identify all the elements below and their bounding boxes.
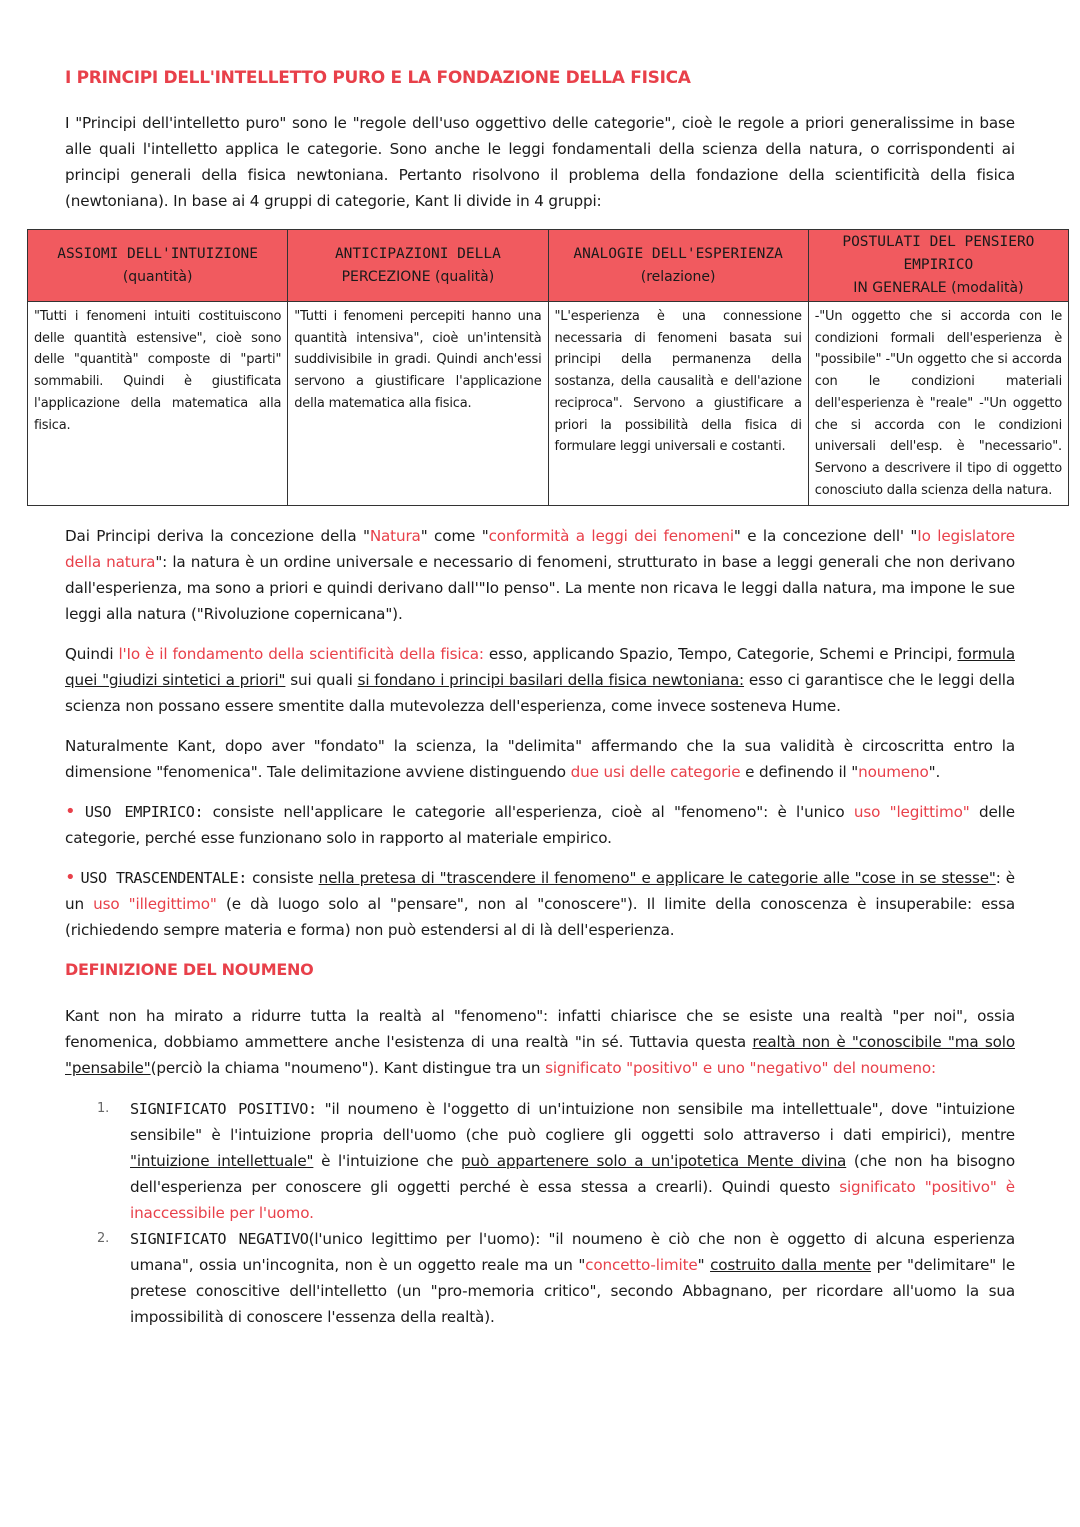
intro-paragraph: I "Principi dell'intelletto puro" sono le "regole dell'uso oggettivo delle categorie", cioè le regole a priori generalissime in base alle quali l'intelletto applica le categorie. Sono anche le leggi fondamentali della scienza della natura, o corrispondenti ai principi generali della fisica newtoniana. Pertanto risolvono il problema della fondazione della scientificità della fisica (newtoniana). In base ai 4 gruppi di categorie, Kant li divide in 4 gruppi: <box>65 114 1015 210</box>
noumeno-paragraph: Kant non ha mirato a ridurre tutta la realtà al "fenomeno": infatti chiarisce che se esiste una realtà "per noi", ossia fenomenica, dobbiamo ammettere anche l'esistenza di una realtà "in sé. Tuttavia questa realtà non è "conoscibile "ma solo "pensabile"(perciò la chiama "noumeno"). Kant distingue tra un significato "positivo" e uno "negativo" del noumeno: <box>65 1007 1015 1077</box>
io-paragraph: Quindi l'Io è il fondamento della scientificità della fisica: esso, applicando Spazio, Tempo, Categorie, Schemi e Principi, formula quei "giudizi sintetici a priori" sui quali si fondano i principi basilari della fisica newtoniana: esso ci garantisce che le leggi della scienza non possano essere smentite dalla mutevolezza dell'esperienza, come invece sosteneva Hume. <box>65 645 1015 715</box>
natura-paragraph: Dai Principi deriva la concezione della "Natura" come "conformità a leggi dei fenomeni" e la concezione dell' "Io legislatore della natura": la natura è un ordine universale e necessario di fenomeni, strutturato in base a leggi generali che non derivano dall'esperienza, ma sono a priori e quindi derivano dall'"Io penso". La mente non ricava le leggi dalla natura, ma impone le sue leggi alla natura ("Rivoluzione copernicana"). <box>65 527 1015 623</box>
noumeno-definitions-list <box>65 1096 1015 1330</box>
page-title: I PRINCIPI DELL'INTELLETTO PURO E LA FONDAZIONE DELLA FISICA <box>65 68 691 88</box>
section-title-noumeno: DEFINIZIONE DEL NOUMENO <box>65 960 314 979</box>
cell-anticipazioni: "Tutti i fenomeni percepiti hanno una quantità intensiva", cioè un'intensità suddivisibile in gradi. Quindi anch'essi servono a giustificare l'applicazione della matematica alla fisica. <box>288 302 548 506</box>
uso-trascendentale-paragraph: • USO TRASCENDENTALE: consiste nella pretesa di "trascendere il fenomeno" e applicare le categorie alle "cose in se stesse": è un uso "illegittimo" (e dà luogo solo al "pensare", non al "conoscere"). Il limite della conoscenza è insuperabile: essa (richiedendo sempre materia e forma) non può estendersi al di là dell'esperienza. <box>65 867 1015 939</box>
uso-empirico-paragraph: • USO EMPIRICO: consiste nell'applicare le categorie all'esperienza, cioè al "fenomeno": è l'unico uso "legittimo" delle categorie, perché esse funzionano solo in rapporto al materiale empirico. <box>65 801 1015 847</box>
cell-postulati: -"Un oggetto che si accorda con le condizioni formali dell'esperienza è "possibile" -"Un oggetto che si accorda con le condizioni materiali dell'esperienza è "reale" -"Un oggetto che si accorda con le condizioni universali dell'esp. è "necessario". Servono a descrivere il tipo di oggetto conosciuto dalla scienza della natura. <box>808 302 1068 506</box>
delimitazione-paragraph: Naturalmente Kant, dopo aver "fondato" la scienza, la "delimita" affermando che la sua validità è circoscritta entro la dimensione "fenomenica". Tale delimitazione avviene distinguendo due usi delle categorie e definendo il "noumeno". <box>65 737 1015 781</box>
cell-analogie: "L'esperienza è una connessione necessaria di fenomeni basata sui principi della permanenza della sostanza, della causalità e dell'azione reciproca". Servono a giustificare a priori la possibilità della fisica di formulare leggi universali e costanti. <box>548 302 808 506</box>
header-analogie: ANALOGIE DELL'ESPERIENZA (relazione) <box>548 230 808 302</box>
list-item: 1. SIGNIFICATO POSITIVO: "il noumeno è l'oggetto di un'intuizione non sensibile ma intellettuale", dove "intuizione sensibile" è l'intuizione propria dell'uomo (che può cogliere gli oggetti solo attraverso i dati empirici), mentre "intuizione intellettuale" è l'intuizione che può appartenere solo a un'ipotetica Mente divina (che non ha bisogno dell'esperienza per conoscere gli oggetti perché è essa stessa a crearli). Quindi questo significato "positivo" è inaccessibile per l'uomo. <box>97 1100 1015 1222</box>
list-item: 2. SIGNIFICATO NEGATIVO(l'unico legittimo per l'uomo): "il noumeno è ciò che non è oggetto di alcuna esperienza umana", ossia un'incognita, non è un oggetto reale ma un "concetto-limite" costruito dalla mente per "delimitare" le pretese conoscitive dell'intelletto (un "pro-memoria critico", secondo Abbagnano, per ricordare all'uomo la sua impossibilità di conoscere l'essenza della realtà). <box>97 1230 1016 1326</box>
bullet-icon: • <box>65 867 76 888</box>
bullet-icon: • <box>65 801 76 822</box>
header-anticipazioni: ANTICIPAZIONI DELLA PERCEZIONE (qualità) <box>288 230 548 302</box>
cell-assiomi: "Tutti i fenomeni intuiti costituiscono delle quantità estensive", cioè sono delle "quantità" composte di "parti" sommabili. Quindi è giustificata l'applicazione della matematica alla fisica. <box>28 302 288 506</box>
principles-table <box>27 229 1069 506</box>
header-postulati: POSTULATI DEL PENSIERO EMPIRICO IN GENERALE (modalità) <box>808 230 1068 302</box>
header-assiomi: ASSIOMI DELL'INTUIZIONE (quantità) <box>28 230 288 302</box>
